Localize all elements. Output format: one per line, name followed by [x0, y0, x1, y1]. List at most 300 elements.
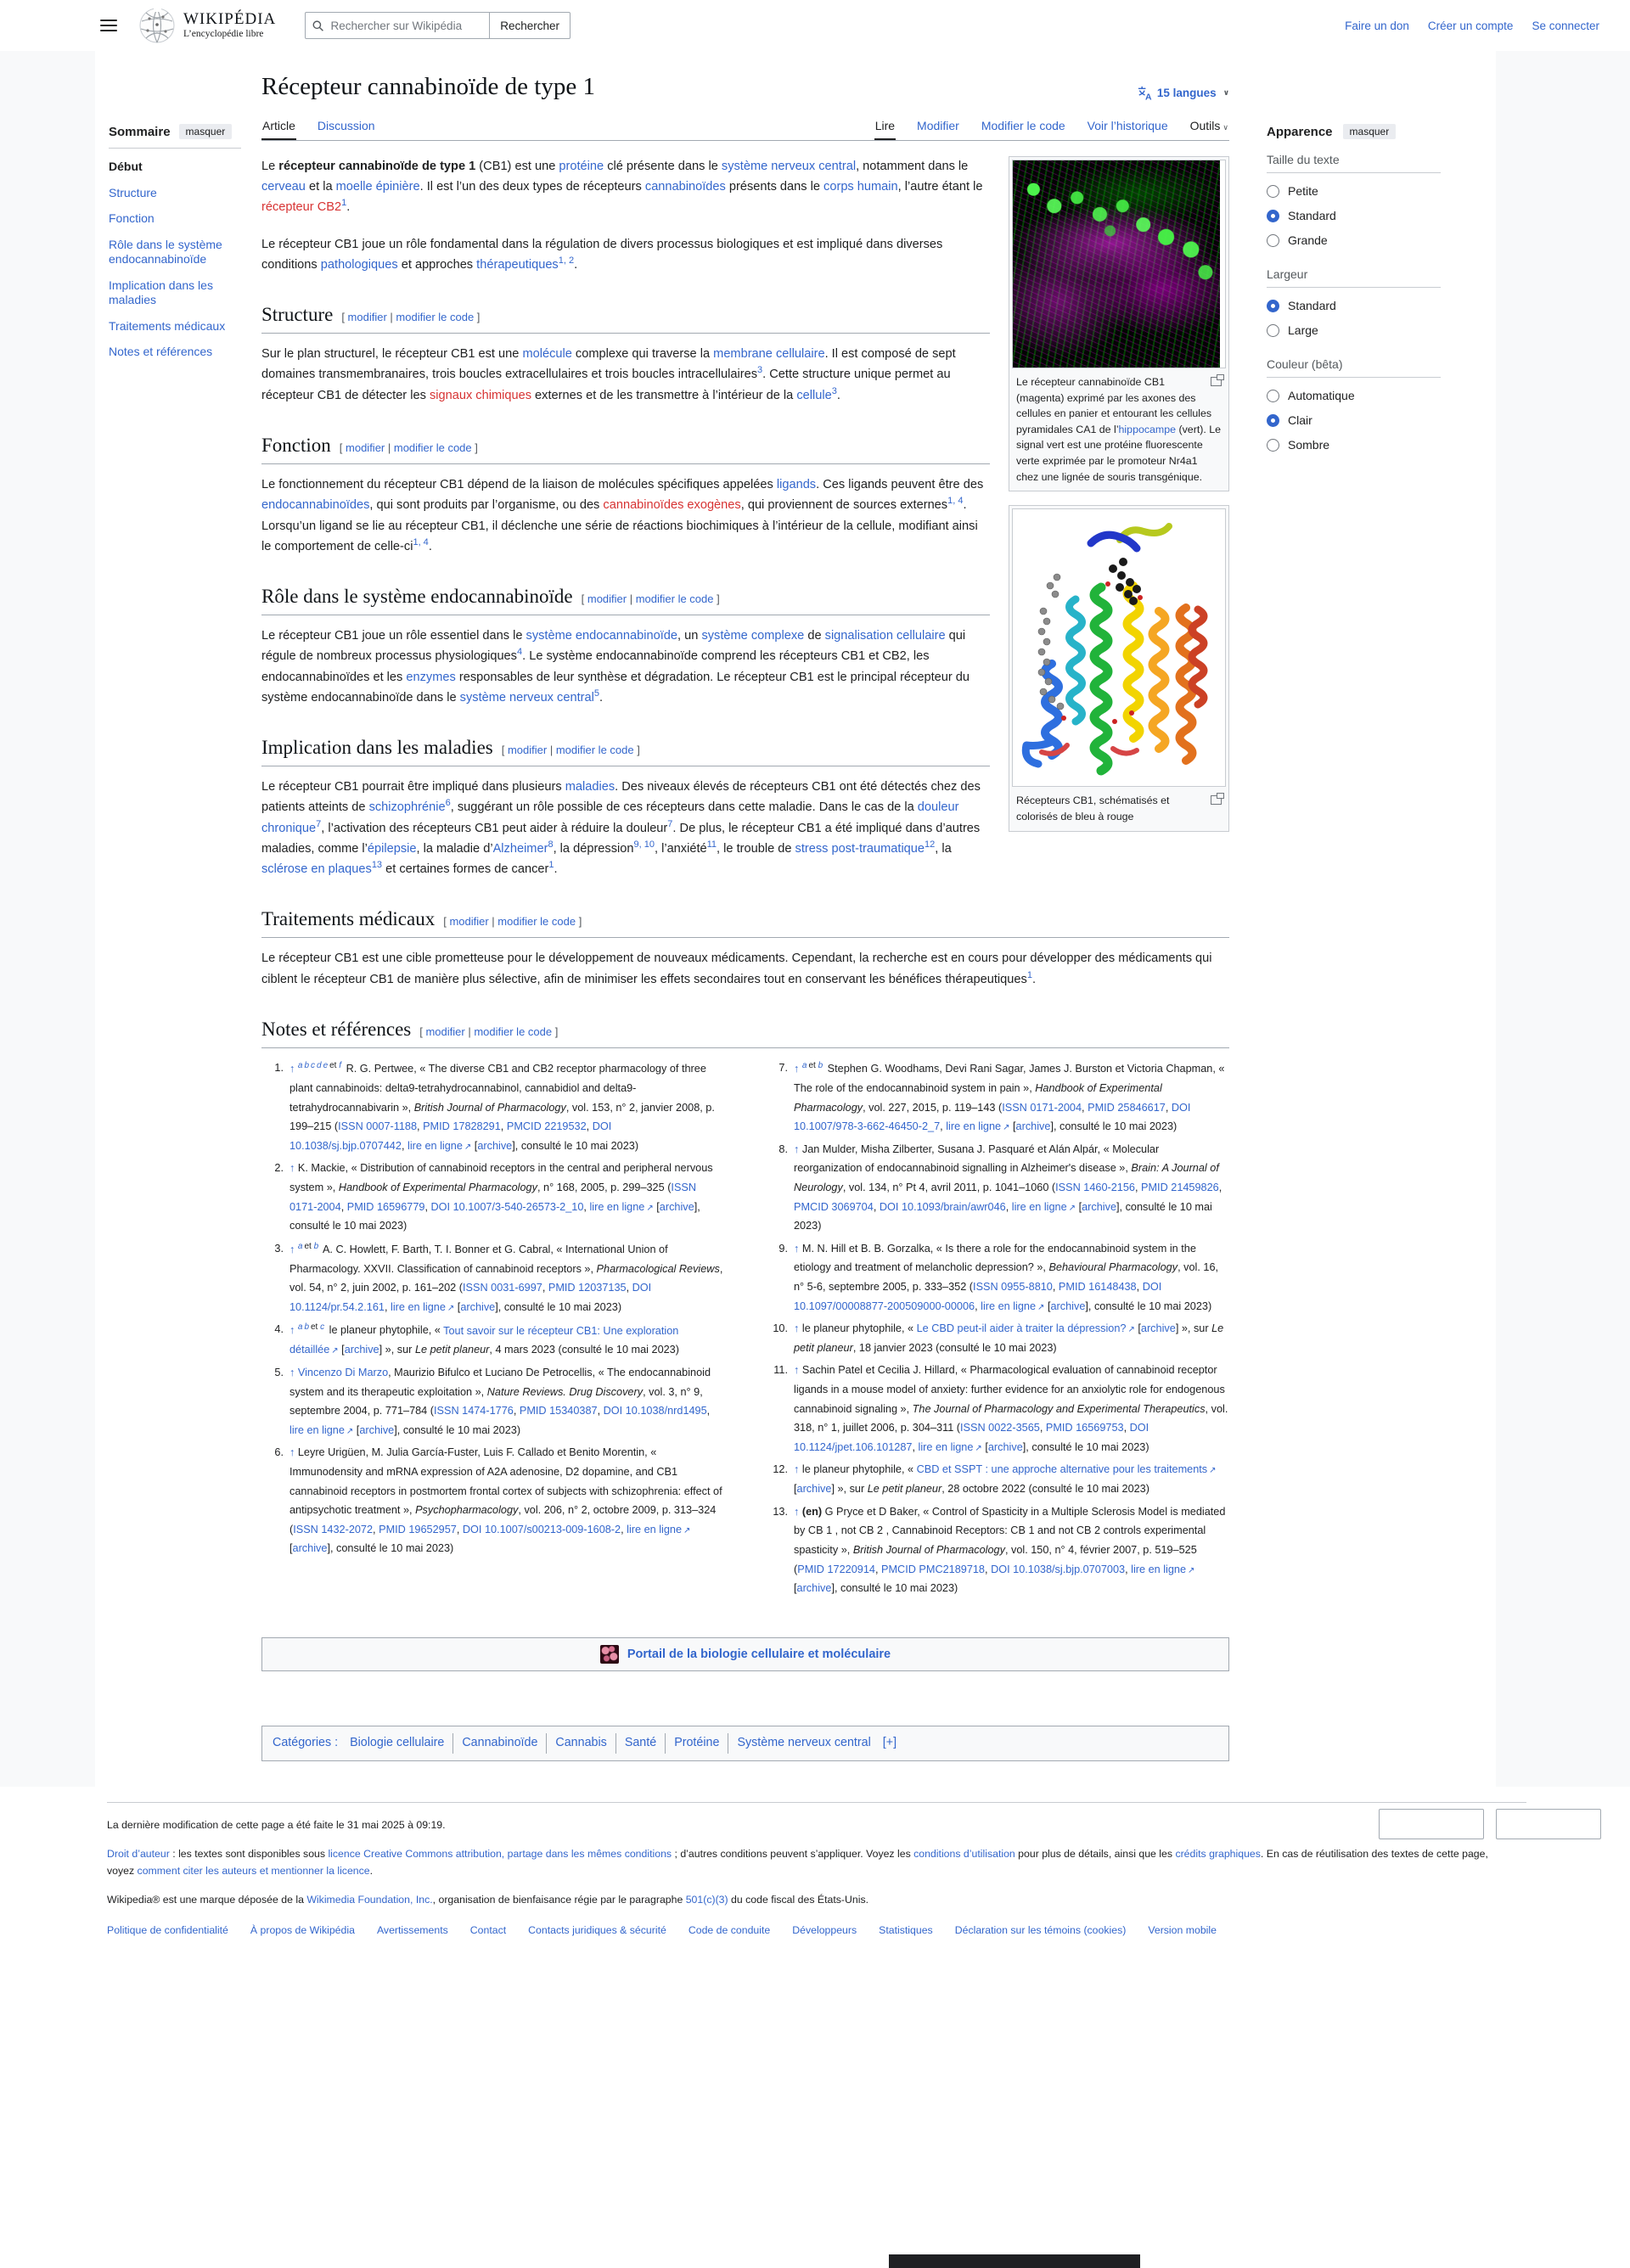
- backref-letter[interactable]: b: [304, 1322, 309, 1333]
- wiki-link[interactable]: corps humain: [823, 180, 898, 194]
- search-icon: [312, 20, 323, 32]
- toc-title: Sommaire: [109, 124, 171, 139]
- wiki-link[interactable]: DOI 10.1124/pr.54.2.161: [289, 1282, 652, 1313]
- toc-item[interactable]: Début: [109, 160, 143, 173]
- edit-source-link[interactable]: modifier le code: [393, 441, 472, 454]
- edit-link[interactable]: modifier: [347, 311, 387, 324]
- reference-superscript[interactable]: 7: [667, 818, 673, 829]
- reference-superscript[interactable]: 8: [548, 839, 554, 850]
- external-link-icon: ↗: [447, 1303, 455, 1313]
- section-heading: Fonction: [261, 434, 331, 456]
- toc-item[interactable]: Traitements médicaux: [109, 318, 226, 333]
- reference-text: ↑ le planeur phytophile, « Le CBD peut-il aider à traiter la dépression? ↗ [archive] », sur Le petit planeur, 18 janvier 2023 (consulté le 10 mai 2023): [794, 1322, 1224, 1354]
- external-link[interactable]: lire en ligne ↗: [1131, 1563, 1195, 1575]
- wiki-link[interactable]: pathologiques: [320, 257, 398, 272]
- categories-more-button[interactable]: [+]: [882, 1735, 897, 1749]
- wiki-link[interactable]: archive: [659, 1200, 694, 1213]
- external-link[interactable]: lire en ligne ↗: [946, 1120, 1010, 1133]
- expand-icon[interactable]: [1211, 377, 1222, 386]
- backref-arrow-icon[interactable]: ↑: [794, 1505, 800, 1518]
- external-link[interactable]: lire en ligne ↗: [408, 1139, 472, 1152]
- backref-arrow-icon[interactable]: ↑: [794, 1463, 800, 1476]
- red-link[interactable]: récepteur CB2: [261, 200, 342, 215]
- reference-number: 5.: [274, 1366, 284, 1378]
- reference-number: 6.: [274, 1446, 284, 1459]
- external-link[interactable]: Tout savoir sur le récepteur CB1: Une exploration détaillée ↗: [289, 1324, 679, 1356]
- wiki-link[interactable]: archive: [1082, 1200, 1117, 1213]
- paragraph: Le récepteur cannabinoïde de type 1 (CB1) est une protéine clé présente dans le système nerveux central, notamment dans le cerveau et la moelle épinière. Il est l’un des deux types de récepteurs cannabinoïdes présents dans le corps humain, l’autre étant le récepteur CB2$^1$.: [261, 160, 983, 215]
- bold-text: récepteur cannabinoïde de type 1: [278, 160, 476, 173]
- wiki-link[interactable]: ISSN 0022-3565: [960, 1422, 1040, 1434]
- edit-link[interactable]: modifier: [425, 1025, 465, 1038]
- reference-item: [766, 1140, 1229, 1236]
- toc-item[interactable]: Rôle dans le système endocannabinoïde: [109, 237, 222, 266]
- footer-link[interactable]: Développeurs: [792, 1923, 857, 1936]
- category-link[interactable]: Biologie cellulaire: [341, 1733, 453, 1754]
- reference-text: ↑ $^{a b c d e et f}$ R. G. Pertwee, « The diverse CB1 and CB2 receptor pharmacology of three plant cannabinoids: delta9-tetrahydrocannabinol, cannabidiol and delta9-tetrahydrocannabivarin », British Journal of Pharmacology, vol. 153, n° 2, janvier 2008, p. 199–215 (ISSN 0007-1188, PMID 17828291, PMCID 2219532, DOI 10.1038/sj.bjp.0707442, lire en ligne ↗ [archive], consulté le 10 mai 2023): [289, 1061, 715, 1152]
- search-button[interactable]: Rechercher: [490, 12, 570, 39]
- chevron-down-icon: ∨: [1222, 123, 1228, 132]
- radio-label: Standard: [1288, 209, 1336, 222]
- wiki-link[interactable]: DOI 10.1038/sj.bjp.0707003: [991, 1563, 1126, 1575]
- backref-arrow-icon[interactable]: ↑: [289, 1366, 295, 1378]
- footer-link[interactable]: À propos de Wikipédia: [250, 1923, 355, 1936]
- tab-modifier[interactable]: Modifier: [917, 119, 959, 132]
- external-link-icon: ↗: [1209, 1466, 1217, 1476]
- red-link[interactable]: cannabinoïdes exogènes: [603, 498, 741, 513]
- reference-superscript[interactable]: 6: [445, 798, 451, 809]
- header-link[interactable]: Faire un don: [1345, 19, 1409, 32]
- micrograph-image[interactable]: [1012, 160, 1226, 368]
- backref-arrow-icon[interactable]: ↑: [289, 1324, 295, 1337]
- section-heading: Rôle dans le système endocannabinoïde: [261, 585, 573, 607]
- backref-letter[interactable]: a: [801, 1061, 807, 1071]
- appearance-header: [1267, 124, 1462, 148]
- radio-icon[interactable]: [1267, 324, 1279, 337]
- backref-letter[interactable]: d: [317, 1061, 322, 1071]
- wiki-link[interactable]: membrane cellulaire: [713, 347, 825, 362]
- wiki-link[interactable]: archive: [460, 1300, 496, 1313]
- toc-item[interactable]: Implication dans les maladies: [109, 278, 213, 306]
- wiki-link[interactable]: archive: [796, 1582, 832, 1595]
- backref-letters: [298, 1242, 320, 1251]
- wiki-link[interactable]: cellule: [796, 388, 832, 402]
- backref-arrow-icon[interactable]: ↑: [794, 1322, 800, 1335]
- reference-superscript[interactable]: 1: [341, 198, 347, 209]
- mediawiki-badge[interactable]: [1496, 1809, 1601, 1839]
- wiki-link[interactable]: archive: [987, 1440, 1023, 1453]
- wiki-link[interactable]: DOI 10.1007/978-3-662-46450-2_7: [794, 1101, 1191, 1133]
- backref-arrow-icon[interactable]: ↑: [794, 1063, 800, 1075]
- external-link[interactable]: lire en ligne ↗: [289, 1423, 354, 1436]
- wiki-link[interactable]: PMID 17220914: [797, 1563, 875, 1575]
- wiki-link[interactable]: PMID 15340387: [519, 1405, 598, 1418]
- category-link[interactable]: Système nerveux central: [737, 1735, 871, 1749]
- reference-item: [261, 1320, 725, 1359]
- reference-item: [766, 1239, 1229, 1316]
- wiki-link[interactable]: DOI 10.1007/3-540-26573-2_10: [430, 1200, 584, 1213]
- toc-header: [109, 124, 241, 149]
- edit-source-link[interactable]: modifier le code: [635, 592, 714, 605]
- wiki-link[interactable]: PMID 12037135: [548, 1282, 627, 1294]
- wiki-link[interactable]: Alzheimer: [492, 841, 548, 856]
- article-body: [261, 141, 1229, 1761]
- header-link[interactable]: Se connecter: [1532, 19, 1599, 32]
- wiki-link[interactable]: cannabinoïdes: [644, 180, 726, 194]
- radio-icon[interactable]: [1267, 210, 1279, 222]
- protein-ribbon-graphic: [1013, 509, 1220, 779]
- paragraph: Le récepteur CB1 pourrait être impliqué dans plusieurs maladies. Des niveaux élevés de récepteurs CB1 ont été détectés chez des patients atteints de schizophrénie$^6$, suggérant un rôle possible de ces récepteurs dans cette maladie. Dans le cas de la douleur chronique$^7$, l’activation des récepteurs CB1 peut aider à réduire la douleur$^7$. De plus, le récepteur CB1 a été impliqué dans d’autres maladies, comme l’épilepsie, la maladie d’Alzheimer$^8$, la dépression$^{9, 10}$, l’anxiété$^{11}$, le trouble de stress post-traumatique$^{12}$, la sclérose en plaques$^{13}$ et certaines formes de cancer$^1$.: [261, 780, 981, 877]
- edit-link[interactable]: modifier: [587, 592, 627, 605]
- wiki-link[interactable]: ISSN 0955-8810: [973, 1281, 1053, 1293]
- backref-arrow-icon[interactable]: ↑: [289, 1243, 295, 1256]
- appearance-group-label: Largeur: [1267, 264, 1441, 288]
- logo-title: WIKIPÉDIA: [183, 10, 277, 29]
- footer-link[interactable]: Politique de confidentialité: [107, 1923, 228, 1936]
- wiki-link[interactable]: DOI 10.1038/nrd1495: [603, 1405, 707, 1418]
- reference-text: ↑ Leyre Urigüen, M. Julia García-Fuster, Luis F. Callado et Benito Morentin, « Immunodensity and mRNA expression of A2A adenosine, D2 dopamine, and CB1 cannabinoid receptors in postmortem frontal cortex of subjects with schizophrenia: effect of antipsychotic treatment », Psychopharmacology, vol. 206, n° 2, octobre 2009, p. 313–324 (ISSN 1432-2072, PMID 19652957, DOI 10.1007/s00213-009-1608-2, lire en ligne ↗ [archive], consulté le 10 mai 2023): [289, 1446, 722, 1555]
- site-header: [0, 0, 1630, 51]
- tab-outils[interactable]: Outils ∨: [1189, 119, 1228, 132]
- reference-superscript[interactable]: 3: [831, 385, 837, 396]
- wiki-link[interactable]: endocannabinoïdes: [261, 498, 370, 513]
- reference-item: [261, 1159, 725, 1235]
- reference-superscript[interactable]: 1: [548, 860, 554, 871]
- radio-option[interactable]: [1267, 389, 1462, 402]
- edit-link[interactable]: modifier: [449, 915, 489, 929]
- external-link[interactable]: lire en ligne ↗: [918, 1440, 982, 1453]
- figure-cb1-ribbon: [1009, 505, 1229, 831]
- wiki-link[interactable]: système nerveux central: [721, 160, 857, 173]
- wiki-link[interactable]: PMID 16569753: [1045, 1422, 1124, 1434]
- wiki-link[interactable]: DOI 10.1007/s00213-009-1608-2: [462, 1523, 621, 1535]
- reference-number: 9.: [778, 1242, 788, 1255]
- wiki-link[interactable]: système endocannabinoïde: [526, 629, 678, 643]
- reference-text: ↑ Sachin Patel et Cecilia J. Hillard, « Pharmacological evaluation of cannabinoid receptor ligands in a mouse model of anxiety: further evidence for an anxiolytic role for endogenous cannabinoid signaling », The Journal of Pharmacology and Experimental Therapeutics, vol. 318, n° 1, juillet 2006, p. 304–311 (ISSN 0022-3565, PMID 16569753, DOI 10.1124/jpet.106.101287, lire en ligne ↗ [archive], consulté le 10 mai 2023): [794, 1364, 1228, 1453]
- wiki-link[interactable]: molécule: [522, 347, 572, 362]
- external-link-icon: ↗: [975, 1443, 982, 1453]
- category-link[interactable]: Cannabinoïde: [453, 1733, 547, 1754]
- external-link[interactable]: Le CBD peut-il aider à traiter la dépression? ↗: [916, 1322, 1135, 1335]
- wiki-link[interactable]: ISSN 1432-2072: [293, 1523, 374, 1535]
- toc-item[interactable]: Fonction: [109, 211, 155, 225]
- wiki-link[interactable]: DOI 10.1124/jpet.106.101287: [794, 1422, 1149, 1453]
- last-modified-text: La dernière modification de cette page a été faite le 31 mai 2025 à 09:19.: [107, 1818, 446, 1831]
- wiki-link[interactable]: hippocampe: [1118, 423, 1177, 435]
- wiki-link[interactable]: système complexe: [701, 629, 805, 643]
- edit-link[interactable]: modifier: [507, 744, 548, 757]
- wiki-link[interactable]: cerveau: [261, 180, 306, 194]
- backref-arrow-icon[interactable]: ↑: [794, 1364, 800, 1377]
- radio-icon[interactable]: [1267, 234, 1279, 247]
- backref-arrow-icon[interactable]: ↑: [289, 1162, 295, 1175]
- wiki-link[interactable]: PMCID 2219532: [506, 1120, 587, 1133]
- wiki-link[interactable]: douleur chronique: [261, 800, 959, 835]
- reference-superscript[interactable]: 12: [925, 839, 936, 850]
- figure-caption: Récepteurs CB1, schématisés et colorisés de bleu à rouge: [1012, 787, 1226, 828]
- tab-voir-l-historique[interactable]: Voir l’historique: [1087, 119, 1168, 132]
- italic-text: Handbook of Experimental Pharmacology: [338, 1181, 537, 1193]
- footer-link[interactable]: Statistiques: [879, 1923, 933, 1936]
- header-link[interactable]: Créer un compte: [1427, 19, 1514, 32]
- category-link[interactable]: Santé: [616, 1733, 666, 1754]
- wiki-link[interactable]: Wikimedia Foundation, Inc.: [306, 1894, 433, 1906]
- footer-badges: [1379, 1809, 1601, 1839]
- wiki-link[interactable]: licence Creative Commons attribution, partage dans les mêmes conditions: [328, 1847, 672, 1860]
- category-link[interactable]: Cannabis: [547, 1733, 615, 1754]
- paragraph: Le fonctionnement du récepteur CB1 dépend de la liaison de molécules spécifiques appelées ligands. Ces ligands peuvent être des endocannabinoïdes, qui sont produits par l’organisme, ou des cannabinoïdes exogènes, qui proviennent de sources externes$^{1, 4}$. Lorsqu’un ligand se lie au récepteur CB1, il déclenche une série de réactions biochimiques à l’intérieur de la cellule, modifiant ainsi le comportement de celle-ci$^{1, 4}$.: [261, 478, 984, 553]
- expand-icon[interactable]: [1211, 795, 1222, 805]
- edit-link[interactable]: modifier: [346, 441, 385, 454]
- radio-option[interactable]: [1267, 184, 1462, 198]
- category-link[interactable]: Protéine: [666, 1733, 728, 1754]
- section-edit-links: [ modifier | modifier le code ]: [339, 441, 478, 454]
- backref-letter[interactable]: e: [323, 1061, 329, 1071]
- wiki-link[interactable]: protéine: [559, 160, 604, 173]
- wiki-link[interactable]: ISSN 0031-6997: [463, 1282, 542, 1294]
- search-bar: [305, 12, 570, 39]
- tab-modifier-le-code[interactable]: Modifier le code: [981, 119, 1065, 132]
- radio-icon[interactable]: [1267, 185, 1279, 198]
- wiki-link[interactable]: stress post-traumatique: [795, 841, 925, 856]
- wiki-link[interactable]: ISSN 0007-1188: [338, 1120, 418, 1133]
- wiki-link[interactable]: PMID 17828291: [423, 1120, 501, 1133]
- backref-arrow-icon[interactable]: ↑: [289, 1063, 295, 1075]
- footer-link[interactable]: Contact: [469, 1923, 507, 1936]
- reference-superscript[interactable]: 4: [516, 647, 523, 658]
- footer-link[interactable]: Version mobile: [1148, 1923, 1217, 1936]
- reference-superscript[interactable]: 11: [706, 839, 717, 850]
- wiki-link[interactable]: thérapeutiques: [476, 257, 559, 272]
- radio-option[interactable]: [1267, 233, 1462, 247]
- tab-discussion[interactable]: Discussion: [317, 119, 375, 132]
- radio-option[interactable]: [1267, 299, 1462, 312]
- ribbon-image[interactable]: [1012, 508, 1226, 787]
- radio-label: Standard: [1288, 299, 1336, 312]
- backref-letter[interactable]: c: [320, 1322, 325, 1333]
- search-box[interactable]: [305, 12, 490, 39]
- edit-source-link[interactable]: modifier le code: [474, 1025, 553, 1038]
- radio-icon[interactable]: [1267, 414, 1279, 427]
- wiki-link[interactable]: système nerveux central: [459, 690, 594, 705]
- radio-option[interactable]: [1267, 323, 1462, 337]
- reference-superscript[interactable]: 1, 4: [413, 536, 429, 547]
- italic-text: Brain: A Journal of Neurology: [794, 1162, 1219, 1193]
- figure-cb1-micrograph: [1009, 156, 1229, 491]
- reference-superscript[interactable]: 7: [316, 818, 322, 829]
- backref-letter[interactable]: b: [818, 1061, 823, 1071]
- wiki-link[interactable]: crédits graphiques: [1175, 1847, 1261, 1860]
- backref-letter[interactable]: f: [339, 1061, 342, 1071]
- trademark-text: Wikipedia® est une marque déposée de la Wikimedia Foundation, Inc., organisation de bienfaisance régie par le paragraphe 501(c)(3) du code fiscal des États-Unis.: [107, 1894, 869, 1906]
- italic-text: Handbook of Experimental Pharmacology: [794, 1081, 1162, 1114]
- reference-number: 1.: [274, 1062, 284, 1075]
- external-link-icon: ↗: [1037, 1302, 1045, 1312]
- external-link[interactable]: lire en ligne ↗: [627, 1523, 691, 1535]
- external-link[interactable]: lire en ligne ↗: [981, 1300, 1045, 1312]
- italic-text: Pharmacological Reviews: [596, 1262, 720, 1275]
- wiki-link[interactable]: sclérose en plaques: [261, 862, 372, 877]
- wiki-link[interactable]: ligands: [776, 478, 817, 492]
- reference-text: ↑ $^{a b et c}$ le planeur phytophile, « Tout savoir sur le récepteur CB1: Une exploration détaillée ↗ [archive] », sur Le petit planeur, 4 mars 2023 (consulté le 10 mai 2023): [289, 1322, 679, 1356]
- footer-divider: [107, 1802, 1526, 1803]
- italic-text: The Journal of Pharmacology and Experimental Therapeutics: [912, 1402, 1206, 1415]
- external-link-icon: ↗: [1188, 1565, 1195, 1575]
- paragraph: Sur le plan structurel, le récepteur CB1 est une molécule complexe qui traverse la membrane cellulaire. Il est composé de sept domaines transmembranaires, trois boucles extracellulaires et trois boucles intracellulaires$^3$. Cette structure unique permet au récepteur CB1 de détecter les signaux chimiques externes et de les transmettre à l’intérieur de la cellule$^3$.: [261, 347, 956, 402]
- appearance-hide-button[interactable]: masquer: [1343, 124, 1397, 139]
- section-edit-links: [ modifier | modifier le code ]: [581, 592, 720, 605]
- backref-letter[interactable]: a: [297, 1061, 303, 1071]
- wiki-link[interactable]: archive: [1140, 1322, 1176, 1335]
- wiki-link[interactable]: DOI 10.1097/00008877-200509000-00006: [794, 1281, 1162, 1312]
- language-selector[interactable]: [1137, 85, 1229, 101]
- external-link[interactable]: lire en ligne ↗: [1011, 1200, 1076, 1213]
- tab-article[interactable]: Article: [261, 113, 296, 140]
- wiki-link[interactable]: PMID 25846617: [1088, 1101, 1166, 1114]
- tab-lire[interactable]: Lire: [874, 113, 896, 140]
- wiki-link[interactable]: archive: [344, 1344, 379, 1356]
- backref-arrow-icon[interactable]: ↑: [289, 1446, 295, 1459]
- italic-text: Le petit planeur: [794, 1322, 1224, 1354]
- table-of-contents: [109, 51, 241, 1761]
- red-link[interactable]: signaux chimiques: [429, 388, 531, 402]
- tabs-row: [261, 113, 1229, 141]
- wiki-link[interactable]: PMID 19652957: [379, 1523, 457, 1535]
- backref-letter[interactable]: b: [304, 1061, 309, 1071]
- reference-superscript[interactable]: 1, 2: [558, 255, 575, 267]
- wiki-link[interactable]: archive: [1050, 1300, 1086, 1312]
- paragraph: Le récepteur CB1 est une cible prometteuse pour le développement de nouveaux médicaments. Cependant, la recherche est en cours pour développer des médicaments qui ciblent le récepteur CB1 de manière plus sélective, afin de minimiser les effets secondaires tout en conservant les bénéfices thérapeutiques$^1$.: [261, 952, 1212, 986]
- external-link-icon: ↗: [346, 1426, 354, 1436]
- wiki-link[interactable]: PMID 16596779: [346, 1200, 425, 1213]
- section-heading: Notes et références: [261, 1018, 412, 1040]
- hamburger-menu-icon[interactable]: [100, 20, 117, 31]
- wiki-link[interactable]: PMID 21459826: [1141, 1181, 1219, 1193]
- external-link-icon: ↗: [1068, 1203, 1076, 1213]
- edit-source-link[interactable]: modifier le code: [555, 744, 634, 757]
- wiki-link[interactable]: enzymes: [406, 670, 456, 684]
- section-edit-links: [ modifier | modifier le code ]: [501, 744, 640, 757]
- wiki-link[interactable]: épilepsie: [367, 841, 417, 856]
- external-link-icon: ↗: [646, 1203, 654, 1213]
- wiki-link[interactable]: PMCID 3069704: [794, 1200, 874, 1213]
- reference-superscript[interactable]: 9, 10: [633, 839, 655, 850]
- backref-letter[interactable]: a: [297, 1322, 303, 1333]
- reference-superscript[interactable]: 3: [757, 365, 763, 376]
- wiki-link[interactable]: ISSN 0171-2004: [289, 1181, 697, 1213]
- reference-number: 8.: [778, 1142, 788, 1155]
- section-heading-row: [261, 429, 990, 464]
- wikipedia-logo[interactable]: [138, 6, 276, 45]
- backref-et: et: [808, 1061, 818, 1071]
- wiki-link[interactable]: conditions d’utilisation: [913, 1847, 1015, 1860]
- wiki-link[interactable]: maladies: [565, 780, 615, 794]
- portal-link[interactable]: Portail de la biologie cellulaire et moléculaire: [627, 1647, 891, 1661]
- wiki-link[interactable]: DOI 10.1038/sj.bjp.0707442: [289, 1120, 612, 1152]
- backref-letter[interactable]: a: [297, 1241, 303, 1251]
- external-link[interactable]: lire en ligne ↗: [589, 1200, 654, 1213]
- backref-letter[interactable]: c: [311, 1061, 315, 1071]
- edit-source-link[interactable]: modifier le code: [497, 915, 576, 929]
- wiki-link[interactable]: Droit d’auteur: [107, 1847, 170, 1860]
- radio-option[interactable]: [1267, 209, 1462, 222]
- section-heading-row: [261, 1013, 1229, 1048]
- wiki-link[interactable]: comment citer les auteurs et mentionner la licence: [137, 1865, 370, 1878]
- backref-et: et: [329, 1061, 340, 1071]
- backref-arrow-icon[interactable]: ↑: [794, 1242, 800, 1255]
- italic-text: Behavioural Pharmacology: [1048, 1261, 1178, 1274]
- figure-caption: Le récepteur cannabinoïde CB1 (magenta) exprimé par les axones des cellules en panier et entourant les cellules pyramidales CA1 de l’hippocampe (vert). Le signal vert est une protéine fluorescente verte exprimée par le promoteur Nr4a1 chez une lignée de souris transgénique.: [1016, 376, 1222, 483]
- footer-link[interactable]: Contacts juridiques & sécurité: [528, 1923, 666, 1936]
- reference-text: ↑ (en) G Pryce et D Baker, « Control of Spasticity in a Multiple Sclerosis Model is mediated by CB 1 , not CB 2 , Cannabinoid Receptors: CB 1 and not CB 2 controls experimental spasticity », British Journal of Pharmacology, vol. 150, n° 4, février 2007, p. 519–525 (PMID 17220914, PMCID PMC2189718, DOI 10.1038/sj.bjp.0707003, lire en ligne ↗ [archive], consulté le 10 mai 2023): [794, 1505, 1226, 1595]
- wikimedia-foundation-badge[interactable]: [1379, 1809, 1484, 1839]
- italic-text: British Journal of Pharmacology: [413, 1101, 566, 1114]
- wiki-link[interactable]: DOI 10.1093/brain/awr046: [879, 1200, 1006, 1213]
- backref-letter[interactable]: b: [313, 1241, 319, 1251]
- footer-link[interactable]: Déclaration sur les témoins (cookies): [954, 1923, 1127, 1936]
- backref-arrow-icon[interactable]: ↑: [794, 1142, 800, 1155]
- reference-item: [261, 1363, 725, 1440]
- external-link-icon: ↗: [464, 1142, 472, 1152]
- footer-link[interactable]: Code de conduite: [688, 1923, 771, 1936]
- radio-label: Automatique: [1288, 389, 1355, 402]
- italic-text: Nature Reviews. Drug Discovery: [486, 1385, 644, 1398]
- workspace: [95, 51, 1496, 1787]
- radio-icon[interactable]: [1267, 390, 1279, 402]
- search-input[interactable]: [329, 19, 483, 33]
- reference-number: 2.: [274, 1162, 284, 1175]
- reference-superscript[interactable]: 1, 4: [947, 496, 964, 507]
- toc-item[interactable]: Structure: [109, 185, 157, 199]
- wiki-link[interactable]: PMCID PMC2189718: [881, 1563, 985, 1575]
- appearance-group-label: Taille du texte: [1267, 149, 1441, 173]
- wiki-link[interactable]: archive: [796, 1483, 832, 1496]
- footer-link[interactable]: Avertissements: [376, 1923, 448, 1936]
- reference-superscript[interactable]: 13: [371, 860, 383, 871]
- categories-label[interactable]: Catégories :: [273, 1735, 339, 1749]
- appearance-panel: [1267, 51, 1462, 1761]
- wiki-link[interactable]: ISSN 1460-2156: [1055, 1181, 1135, 1193]
- wiki-link[interactable]: schizophrénie: [368, 800, 446, 815]
- radio-icon[interactable]: [1267, 300, 1279, 312]
- edit-source-link[interactable]: modifier le code: [396, 311, 475, 324]
- wiki-link[interactable]: moelle épinière: [335, 180, 420, 194]
- reference-superscript[interactable]: 1: [1026, 969, 1032, 980]
- toc-hide-button[interactable]: masquer: [179, 124, 233, 139]
- wiki-link[interactable]: 501(c)(3): [685, 1894, 728, 1906]
- wiki-link[interactable]: archive: [359, 1423, 395, 1436]
- radio-option[interactable]: [1267, 413, 1462, 427]
- wiki-link[interactable]: archive: [1015, 1120, 1051, 1133]
- wiki-link[interactable]: ISSN 1474-1776: [434, 1405, 514, 1418]
- backref-letters: [802, 1061, 824, 1070]
- external-link[interactable]: CBD et SSPT : une approche alternative pour les traitements ↗: [916, 1463, 1217, 1476]
- appearance-title: Apparence: [1267, 124, 1333, 139]
- section-edit-links: [ modifier | modifier le code ]: [443, 915, 582, 929]
- toc-item[interactable]: Notes et références: [109, 345, 213, 358]
- reference-superscript[interactable]: 5: [593, 688, 599, 699]
- wiki-link[interactable]: PMID 16148438: [1058, 1281, 1137, 1293]
- wiki-link[interactable]: archive: [477, 1139, 513, 1152]
- reference-item: [766, 1319, 1229, 1357]
- wiki-link[interactable]: signalisation cellulaire: [824, 629, 946, 643]
- external-link[interactable]: lire en ligne ↗: [391, 1300, 455, 1313]
- wiki-link[interactable]: ISSN 0171-2004: [1002, 1101, 1082, 1114]
- wiki-link[interactable]: Vincenzo Di Marzo: [297, 1366, 389, 1378]
- wiki-link[interactable]: archive: [292, 1542, 328, 1555]
- radio-option[interactable]: [1267, 438, 1462, 452]
- radio-icon[interactable]: [1267, 439, 1279, 452]
